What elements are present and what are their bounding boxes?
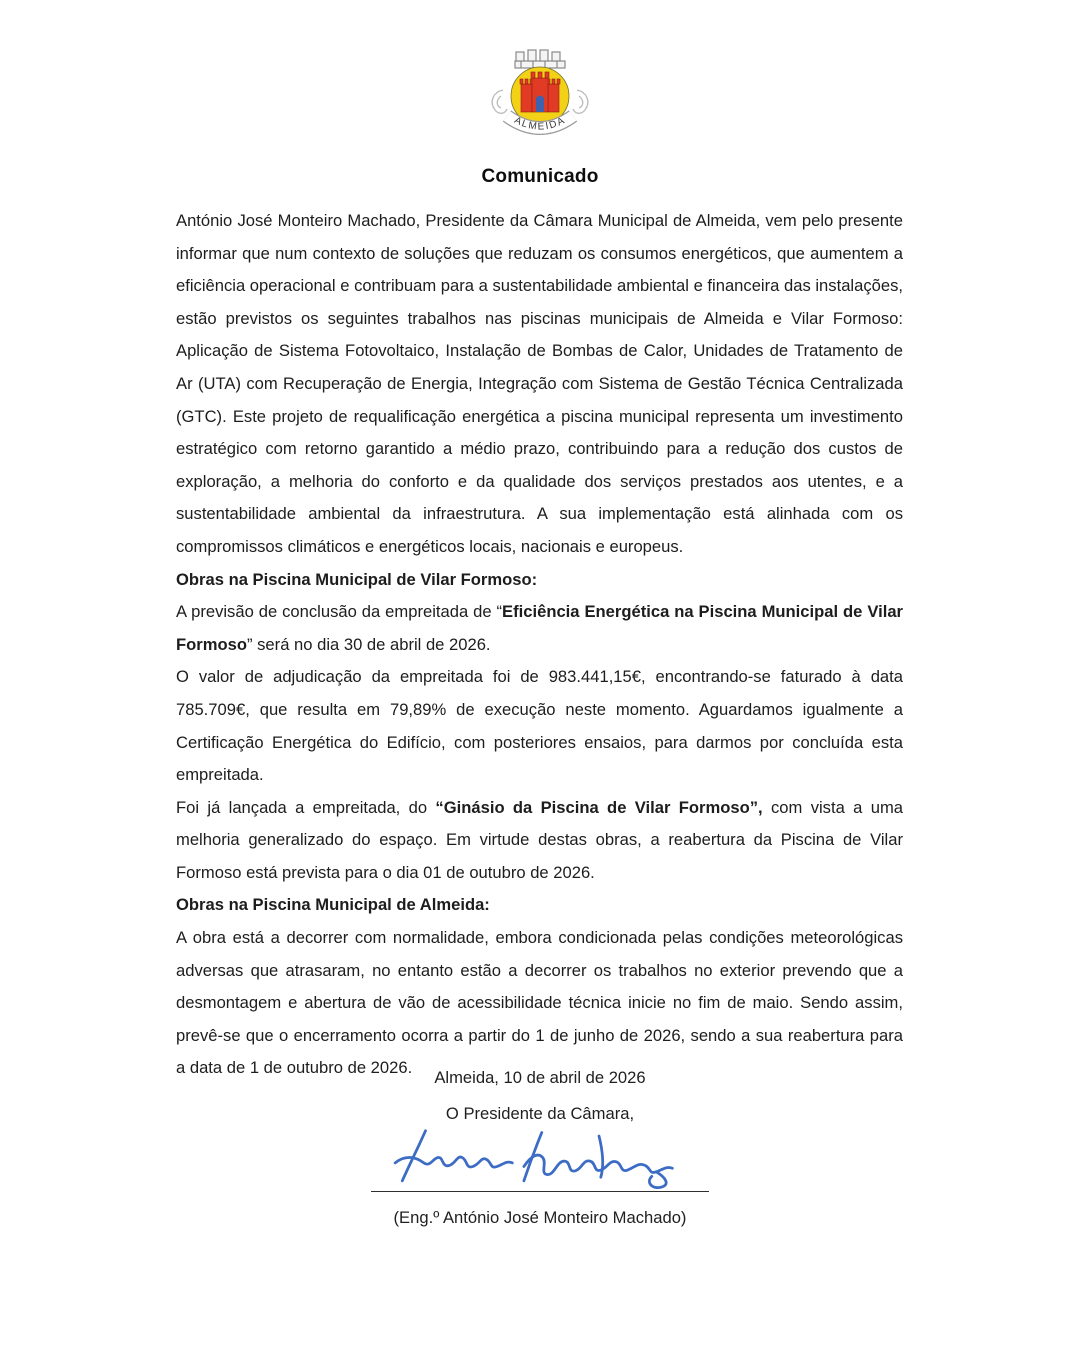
signature-ink [395,1131,672,1188]
text-run: A previsão de conclusão da empreitada de “ [176,602,503,622]
signatory-name-line: (Eng.º António José Monteiro Machado) [393,1208,687,1227]
mural-crown-icon [515,50,565,68]
text-run: O valor de adjudicação da empreitada foi de 983.441,15€, encontrando-se faturado à data 785.709€, que resulta em 79,89% de execução neste momento. Aguardamos igualmente a Certificação Energética do Edifício, com posteriores ensaios, para darmos por concluída esta empreitada. [176,667,903,785]
text-run: Obras na Piscina Municipal de Almeida: [176,895,490,915]
paragraph [176,205,903,564]
section-heading [176,564,903,597]
paragraph [176,596,903,661]
castle-door [536,96,544,113]
paragraph [176,922,903,1085]
text-run: ” será no dia 30 de abril de 2026. [247,634,491,654]
signatory-role-line: O Presidente da Câmara, [445,1104,635,1123]
almeida-coat-of-arms-logo [485,48,595,148]
text-run: Eficiência Energética na Piscina Municipal de Vilar Formoso [176,602,903,654]
document-body [176,205,903,1085]
text-run: “Ginásio da Piscina de Vilar Formoso”, [435,797,763,817]
place-date-line: Almeida, 10 de abril de 2026 [434,1068,646,1087]
handwritten-signature [360,1120,720,1196]
section-heading [176,889,903,922]
text-run: Foi já lançada a empreitada, do [176,797,436,817]
paragraph [176,792,903,890]
logo-banner-text: ALMEIDA [512,114,568,133]
text-run: António José Monteiro Machado, Presidente da Câmara Municipal de Almeida, vem pelo presente informar que num contexto de soluções que reduzam os consumos energéticos, que aumentem a eficiência operacional e contribuam para a sustentabilidade ambiental e financeira das instalações, estão previstos os seguintes trabalhos nas piscinas municipais de Almeida e Vilar Formoso: Aplicação de Sistema Fotovoltaico, Instalação de Bombas de Calor, Unidades de Tratamento de Ar (UTA) com Recuperação de Energia, Integração com Sistema de Gestão Técnica Centralizada (GTC). Este projeto de requalificação energética a piscina municipal representa um investimento estratégico com retorno garantido a médio prazo, contribuindo para a redução dos custos de exploração, a melhoria do conforto e da qualidade dos serviços prestados aos utentes, e a sustentabilidade ambiental da infraestrutura. A sua implementação está alinhada com os compromissos climáticos e energéticos locais, nacionais e europeus. [176,211,903,556]
text-run: com vista a uma melhoria generalizado do espaço. Em virtude destas obras, a reabertura da Piscina de Vilar Formoso está prevista para o dia 01 de outubro de 2026. [176,797,903,882]
paragraph [176,661,903,791]
text-run: Obras na Piscina Municipal de Vilar Formoso: [176,569,538,589]
signature-rule-line [371,1191,709,1192]
page-title: Comunicado [481,166,599,187]
text-run: A obra está a decorrer com normalidade, embora condicionada pelas condições meteorológicas adversas que atrasaram, no entanto estão a decorrer os trabalhos no exterior prevendo que a desmontagem e abertura de vão de acessibilidade técnica inicie no fim de maio. Sendo assim, prevê-se que o encerramento ocorra a partir do 1 de junho de 2026, sendo a sua reabertura para a data de 1 de outubro de 2026. [176,928,903,1078]
